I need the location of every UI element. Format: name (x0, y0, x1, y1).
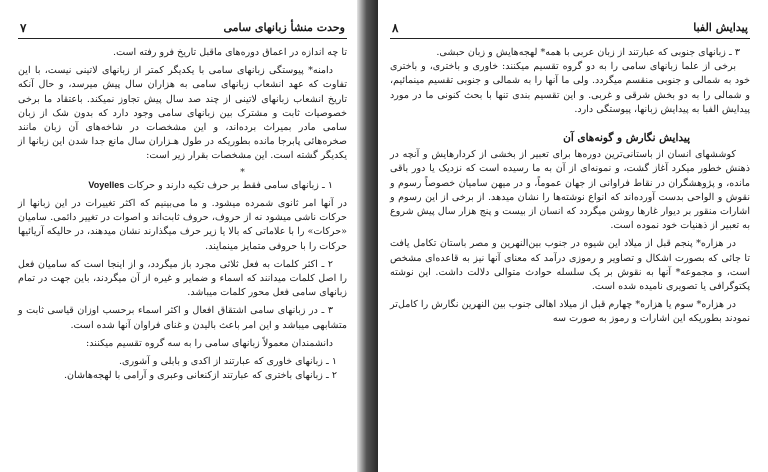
running-header-title: وحدت منشأ زبانهای سامی (223, 21, 345, 34)
paragraph: کوششهای انسان از باستانی‌ترین دوره‌ها برای تعبیر از بخشی از کردارهایش و آنچه در ذهنش خطور میکرد آغاز گشت، و نمونه‌ای از آن به ما رسیده است که نزدیک یا دور باقی مانده، و پژوهشگران در نقاط فراوانی از جهان عموماً، و در میهن سامیان خصوصاً رسوم و نقوش و الواحی بدست آورده‌اند که انواع نوشته‌ها را نشان میدهد. از برخی از این رسوم و اشارات منقور بر دیوار غارها روشن میگردد که انسان از بیست و پنج هزار سال پیش شروع به تعبیر از ذهنیات خود نموده است. (390, 149, 750, 232)
left-page-header (18, 20, 347, 39)
page-number: ۷ (20, 21, 27, 35)
left-page-body (18, 46, 347, 383)
list-item: ۳ ـ زبانهای جنوبی که عبارتند از زبان عربی با همه* لهجه‌هایش و زبان حبشی. (436, 47, 740, 58)
paragraph: برخی از علما زبانهای سامی را به دو گروه تقسیم میکنند: خاوری و باختری، و باختری خود به شمالی و جنوبی منقسم میگردد. ولی ما آنها را به شمالی و جنوبی تقسیم مینمائیم، و شمالی را به دو بخش شرقی و غربی. و این تقسیم بندی تنها با بحث کنونی ما در مورد پیدایش الفبا به پیدایش زبانها، پیوستگی دارد. (390, 61, 750, 115)
asterisk-mark: * (240, 167, 245, 178)
paragraph: در هزاره* سوم یا هزاره* چهارم قبل از میلاد اهالی جنوب بین النهرین نگارش را کامل‌تر نمودند بطوریکه این اشارات و رموز به صورت سه (390, 299, 750, 325)
list-item (18, 178, 347, 193)
paragraph: دانشمندان معمولاً زبانهای سامی را به سه گروه تقسیم میکنند: (86, 337, 333, 349)
book-gutter (357, 0, 378, 472)
right-page-header (390, 20, 750, 39)
list-item: ۳ ـ در زبانهای سامی اشتقاق افعال و اکثر اسماء برحسب اوزان قیاسی ثابت و متشابهی میباشد و این امر باعث بالیدن و غنای فراوان آنها شده است. (18, 305, 347, 331)
paragraph: در آنها امر ثانوی شمرده میشود. و ما می‌بینیم که اکثر تغییرات در این زبانها از حرکات ناشی میشود نه از حروف، حروف ثابت‌اند و اصوات در تغییر دائمی. سامیان «حرکات» را با علاماتی که بالا یا زیر حرف میگذارند نشان میدهند، در حالیکه آریائیها حرکات را با حروفی متمایز مینمایند. (18, 198, 347, 252)
list-item: ۲ ـ زبانهای باختری که عبارتند ازکنعانی وعبری و آرامی با لهجه‌هاشان. (63, 370, 337, 382)
right-page (378, 0, 768, 472)
list-item: ۲ ـ اکثر کلمات به فعل ثلاثی مجرد باز میگردد، و از اینجا است که سامیان فعل را اصل کلمات میدانند که اسماء و ضمایر و غیره از آن میگردند، باین جهت در تمام زبانهای سامی فعل محور کلمات میباشد. (18, 258, 347, 299)
right-page-body (390, 46, 750, 331)
running-header-title: پیدایش الفبا (693, 21, 748, 34)
paragraph: تا چه اندازه در اعماق دوره‌های ماقبل تاریخ فرو رفته است. (113, 47, 347, 58)
paragraph: دامنه* پیوستگی زبانهای سامی با یکدیگر کمتر از زبانهای لاتینی نیست، با این تفاوت که عهد انشعاب زبانهای سامی به هزاران سال پیش میرسد، و حال آنکه تاریخ انشعاب زبانهای لاتینی از چند صد سال پیش تجاوز نمیکند. باعتقاد ما برخی خصوصیات ثابت و مشترک بین زبانهای سامی وجود دارد که بدون شک از زبان سامی مادر بمیراث برده‌اند، و این مشخصات در شاخه‌های آن زبان مانند صخره‌هائی پابرجا مانده بطوریکه در طول هـزاران سال مانع جدا شدن این زبانها از یکدیگر گشته است. این مشخصات بقرار زیر است: (18, 65, 347, 162)
left-page (0, 0, 357, 472)
paragraph: در هزاره* پنجم قبل از میلاد این شیوه در جنوب بین‌النهرین و مصر باستان تکامل یافت تا جائی که بصورت اشکال و تصاویر و رموزی درآمد که معنای آنها نیز به قاعده‌ای مشخص است، و مجموعه* آنها به نقوش بر یک سلسله حوادث متوالی دلالت داشت. این نوشته پکتوگرافی یا تصویری نامیده شده است. (390, 238, 750, 293)
paragraph-text: ۱ ـ زبانهای سامی فقط بر حرف تکیه دارند و حرکات (127, 179, 333, 191)
latin-term: Voyelles (88, 179, 125, 190)
section-heading: پیدایش نگارش و گونه‌های آن (563, 132, 690, 145)
list-item: ۱ ـ زبانهای خاوری که عبارتند از اکدی و بابلی و آشوری. (118, 356, 337, 368)
page-number: ۸ (392, 21, 399, 35)
